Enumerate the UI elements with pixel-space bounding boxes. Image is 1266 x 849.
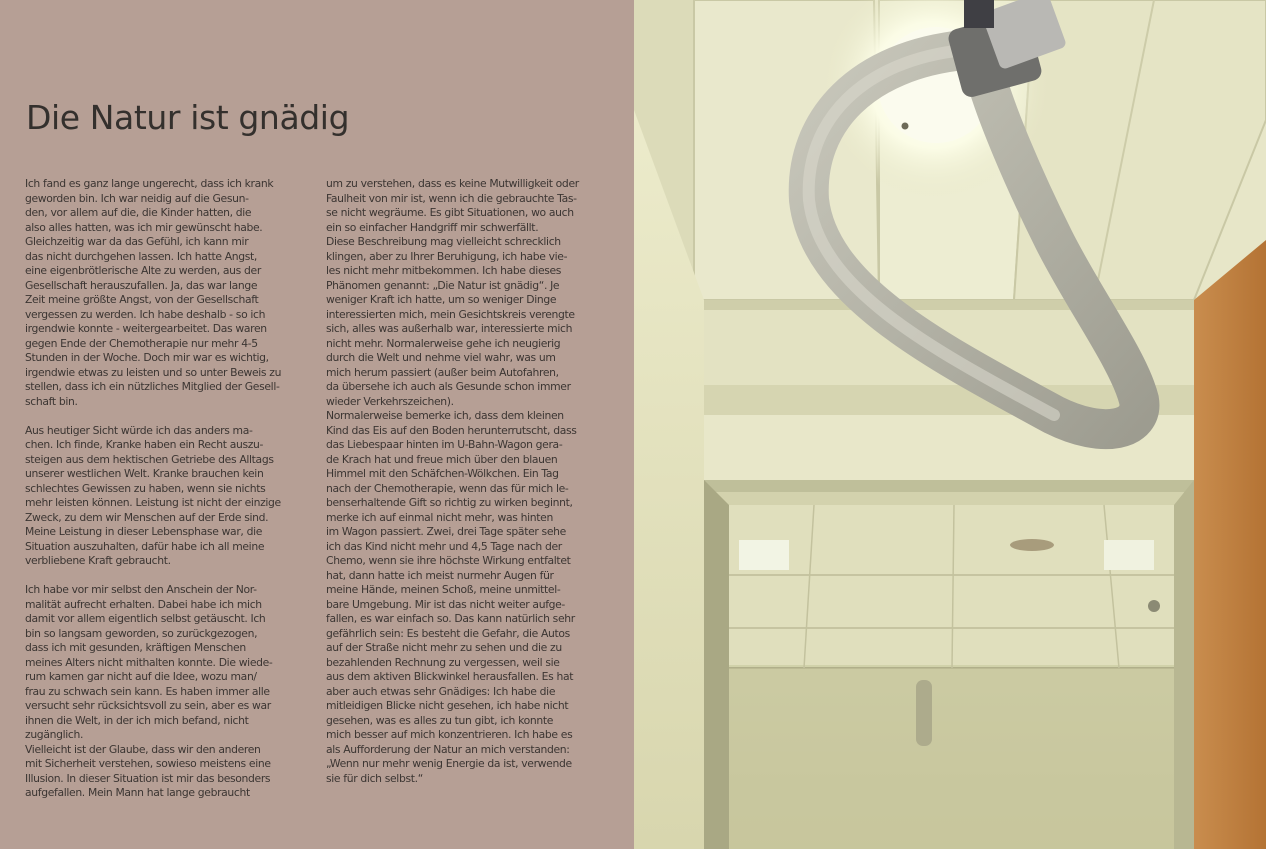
text-line: wieder Verkehrszeichen).: [326, 394, 454, 408]
text-line: das Liebespaar hinten im U-Bahn-Wagon gera-: [326, 438, 563, 451]
text-line: bezahlenden Rechnung zu vergessen, weil sie: [326, 655, 560, 669]
text-line: mitleidigen Blicke nicht gesehen, ich habe nicht: [326, 699, 569, 712]
text-line: Diese Beschreibung mag vielleicht schrecklich: [326, 235, 561, 248]
text-line: eine eigenbrötlerische Alte zu werden, aus der: [25, 264, 261, 277]
text-line: Normalerweise bemerke ich, dass dem kleinen: [326, 409, 564, 422]
text-column-1: [25, 177, 315, 801]
text-line: interessierten mich, mein Gesichtskreis verengte: [326, 307, 575, 321]
text-line: also alles hatten, was ich mir gewünscht habe.: [25, 220, 263, 234]
text-line: vergessen zu werden. Ich habe deshalb - so ich: [25, 307, 266, 321]
text-line: les nicht mehr mitbekommen. Ich habe dieses: [326, 264, 562, 277]
text-line: Kind das Eis auf den Boden herunterrutscht, dass: [326, 423, 577, 437]
text-line: ein so einfacher Handgriff mir schwerfällt.: [326, 220, 539, 234]
text-line: da übersehe ich auch als Gesunde schon immer: [326, 380, 571, 393]
text-line: klingen, aber zu Ihrer Beruhigung, ich habe vie-: [326, 249, 568, 263]
text-line: Meine Leistung in dieser Lebensphase war, die: [25, 525, 263, 538]
text-line: nach der Chemotherapie, wenn das für mich le-: [326, 481, 569, 495]
text-line: bin so langsam geworden, so zurückgezogen,: [25, 626, 258, 640]
text-line: im Wagon passiert. Zwei, drei Tage später sehe: [326, 525, 566, 538]
text-line: als Aufforderung der Natur an mich verstanden:: [326, 742, 570, 756]
text-line: schaft bin.: [25, 394, 78, 408]
paragraph-gap: [25, 569, 315, 584]
text-line: steigen aus dem hektischen Getriebe des Alltags: [25, 452, 274, 466]
text-line: Gesellschaft herauszufallen. Ja, das war lange: [25, 278, 258, 292]
text-line: Stunden in der Woche. Doch mir war es wichtig,: [25, 351, 269, 364]
text-line: rum kamen gar nicht auf die Idee, wozu man/: [25, 670, 257, 683]
text-line: mich besser auf mich konzentrieren. Ich habe es: [326, 728, 573, 741]
text-line: Gleichzeitig war da das Gefühl, ich kann mir: [25, 235, 249, 248]
photo-grab-handle: [634, 0, 1266, 849]
text-line: chen. Ich finde, Kranke haben ein Recht auszu-: [25, 438, 264, 451]
text-line: Illusion. In dieser Situation ist mir das besonders: [25, 771, 271, 785]
text-line: „Wenn nur mehr wenig Energie da ist, verwende: [326, 757, 572, 770]
text-line: de Krach hat und freue mich über den blauen: [326, 452, 558, 466]
text-column-2: [326, 177, 616, 786]
text-line: Himmel mit den Schäfchen-Wölkchen. Ein Tag: [326, 467, 559, 480]
text-line: benserhaltende Gift so richtig zu wirken beginnt,: [326, 496, 573, 509]
text-line: merke ich auf einmal nicht mehr, was hinten: [326, 510, 553, 524]
text-line: mich herum passiert (außer beim Autofahren,: [326, 365, 559, 379]
photo-illustration: [634, 0, 1266, 849]
text-line: bare Umgebung. Mir ist das nicht weiter aufge-: [326, 597, 565, 611]
text-line: dass ich mit gesunden, kräftigen Menschen: [25, 641, 246, 654]
text-line: aufgefallen. Mein Mann hat lange gebraucht: [25, 786, 250, 799]
text-line: fallen, es war einfach so. Das kann natürlich sehr: [326, 612, 575, 625]
text-line: gesehen, was es alles zu tun gibt, ich konnte: [326, 713, 554, 727]
text-line: aus dem aktiven Blickwinkel herausfallen. Es hat: [326, 670, 574, 683]
text-line: Vielleicht ist der Glaube, dass wir den anderen: [25, 742, 261, 756]
article-title: Die Natur ist gnädig: [26, 98, 350, 137]
text-line: Chemo, wenn sie ihre höchste Wirkung entfaltet: [326, 554, 571, 567]
text-line: mit Sicherheit verstehen, sowieso meistens eine: [25, 757, 271, 770]
text-line: unserer westlichen Welt. Kranke brauchen kein: [25, 467, 264, 480]
text-line: ihnen die Welt, in der ich mich befand, nicht: [25, 713, 249, 727]
paragraph-gap: [25, 409, 315, 424]
text-line: den, vor allem auf die, die Kinder hatten, die: [25, 206, 252, 219]
text-line: Aus heutiger Sicht würde ich das anders ma-: [25, 423, 253, 437]
text-line: sich, alles was außerhalb war, interessierte mich: [326, 322, 573, 335]
text-line: sie für dich selbst.“: [326, 771, 423, 785]
text-line: weniger Kraft ich hatte, um so weniger Dinge: [326, 293, 557, 306]
text-line: stellen, dass ich ein nützliches Mitglied der Gesell-: [25, 380, 280, 393]
text-line: frau zu schwach sein kann. Es haben immer alle: [25, 684, 270, 698]
text-line: irgendwie konnte - weitergearbeitet. Das waren: [25, 322, 267, 335]
text-line: Ich fand es ganz lange ungerecht, dass ich krank: [25, 177, 274, 190]
text-line: durch die Welt und nehme viel wahr, was um: [326, 351, 556, 364]
text-line: mehr leisten können. Leistung ist nicht der einzige: [25, 496, 281, 509]
text-line: Zeit meine größte Angst, von der Gesellschaft: [25, 293, 259, 306]
text-line: auf der Straße nicht mehr zu sehen und die zu: [326, 641, 562, 654]
text-line: schlechtes Gewissen zu haben, wenn sie nichts: [25, 481, 266, 495]
text-line: hat, dann hatte ich meist nurmehr Augen für: [326, 568, 554, 582]
text-line: Phänomen genannt: „Die Natur ist gnädig“. Je: [326, 278, 560, 292]
text-line: das nicht durchgehen lassen. Ich hatte Angst,: [25, 249, 257, 263]
text-line: Ich habe vor mir selbst den Anschein der Nor-: [25, 583, 257, 596]
text-line: nicht mehr. Normalerweise gehe ich neugierig: [326, 336, 561, 350]
text-line: aber auch etwas sehr Gnädiges: Ich habe die: [326, 684, 556, 698]
text-line: malität aufrecht erhalten. Dabei habe ich mich: [25, 597, 262, 611]
text-line: meine Hände, meinen Schoß, meine unmittel-: [326, 583, 561, 596]
text-line: Zweck, zu dem wir Menschen auf der Erde sind.: [25, 510, 269, 524]
text-line: gegen Ende der Chemotherapie nur mehr 4-5: [25, 336, 258, 350]
text-line: Faulheit von mir ist, wenn ich die gebrauchte Tas-: [326, 191, 577, 205]
text-line: gefährlich sein: Es besteht die Gefahr, die Autos: [326, 626, 570, 640]
text-line: um zu verstehen, dass es keine Mutwilligkeit oder: [326, 177, 579, 190]
text-line: irgendwie etwas zu leisten und so unter Beweis zu: [25, 365, 282, 379]
text-line: geworden bin. Ich war neidig auf die Gesun-: [25, 191, 249, 205]
text-line: versucht sehr rücksichtsvoll zu sein, aber es war: [25, 699, 271, 712]
text-line: Situation auszuhalten, dafür habe ich all meine: [25, 539, 265, 553]
text-line: ich das Kind nicht mehr und 4,5 Tage nach der: [326, 539, 562, 553]
text-line: zugänglich.: [25, 728, 84, 741]
text-line: meines Alters nicht mithalten konnte. Die wiede-: [25, 655, 273, 669]
text-line: damit vor allem eigentlich selbst getäuscht. Ich: [25, 612, 266, 625]
text-line: verbliebene Kraft gebraucht.: [25, 554, 171, 567]
text-line: se nicht wegräume. Es gibt Situationen, wo auch: [326, 206, 574, 219]
